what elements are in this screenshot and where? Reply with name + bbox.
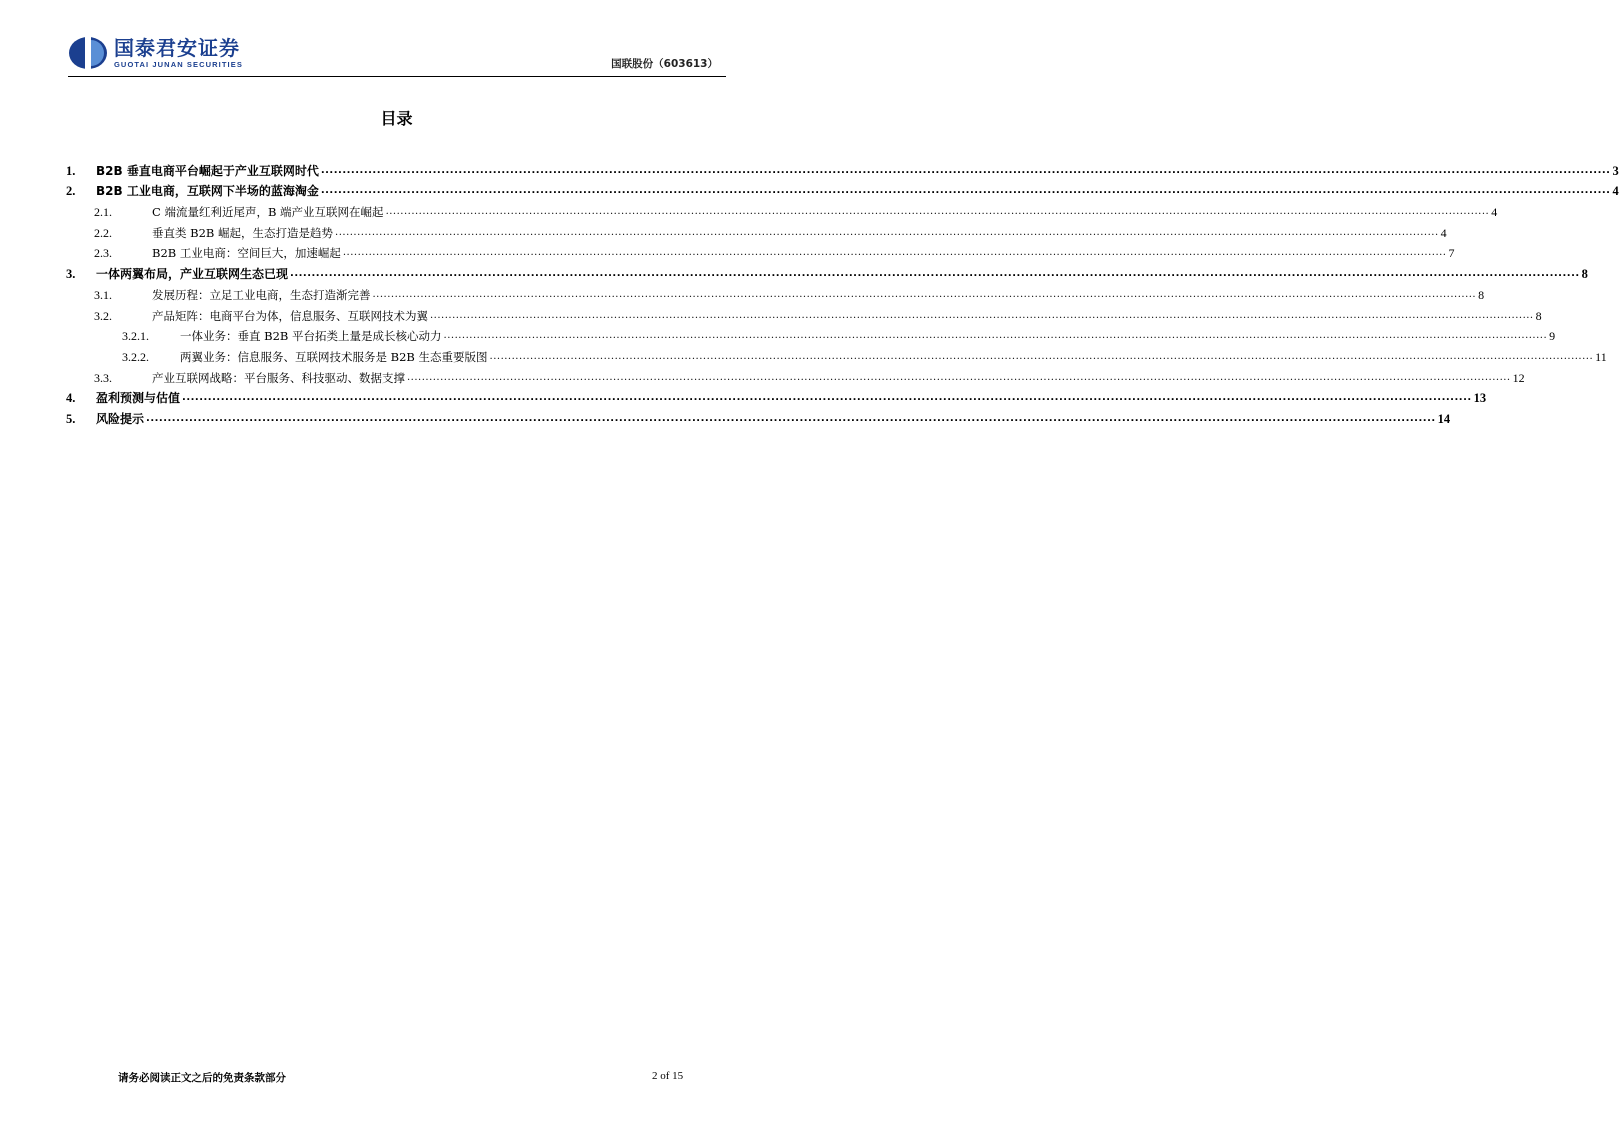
toc-entry-page: 8: [1478, 287, 1485, 302]
toc-entry-label: 一体业务：垂直 B2B 平台拓类上量是成长核心动力: [180, 329, 442, 344]
toc-entry-number: 2.2.: [94, 225, 112, 240]
toc-leader-dots: ............................................................................................................................................................................................................................................................................................................: [443, 330, 1548, 342]
guotai-junan-logo-icon: [68, 36, 108, 70]
toc-entry-number: 5.: [66, 411, 76, 426]
toc-entry-number: 3.1.: [94, 287, 112, 302]
toc-entry-label: 发展历程：立足工业电商，生态打造渐完善: [152, 287, 371, 302]
toc-entry[interactable]: [66, 385, 1487, 406]
toc-entry-page: 4: [1612, 184, 1619, 199]
toc-entry[interactable]: [66, 364, 1525, 385]
toc-entry-number: 3.2.: [94, 308, 112, 323]
toc-leader-dots: ............................................................................................................................................................................................................................................................................................................: [342, 247, 1447, 259]
toc-entry-number: 3.3.: [94, 370, 112, 385]
toc-entry-page: 9: [1549, 329, 1556, 344]
toc-entry-number: 3.2.2.: [122, 349, 149, 364]
toc-entry[interactable]: [66, 178, 1619, 199]
toc-entry-page: 13: [1473, 391, 1487, 406]
toc-entry-page: 8: [1535, 308, 1542, 323]
toc-entry-number: 2.3.: [94, 246, 112, 261]
toc-entry-page: 7: [1448, 246, 1455, 261]
toc-entry-number: 2.: [66, 184, 76, 199]
toc-leader-dots: ............................................................................................................................................................................................................................................................................................................: [489, 350, 1594, 362]
toc-leader-dots: ............................................................................................................................................................................................................................................................................................................: [290, 268, 1580, 280]
toc-leader-dots: ............................................................................................................................................................................................................................................................................................................: [335, 226, 1439, 238]
toc-leader-dots: ............................................................................................................................................................................................................................................................................................................: [182, 392, 1472, 404]
toc-entry-label: 产业互联网战略：平台服务、科技驱动、数据支撑: [152, 370, 405, 385]
toc-entry-label: 风险提示: [96, 411, 145, 426]
toc-leader-dots: ............................................................................................................................................................................................................................................................................................................: [407, 371, 1511, 383]
toc-leader-dots: ............................................................................................................................................................................................................................................................................................................: [372, 288, 1477, 300]
company-name-cn: 国泰君安证券: [114, 35, 240, 60]
toc-entry-label: B2B 垂直电商平台崛起于产业互联网时代: [96, 163, 319, 178]
stock-label: 国联股份（603613）: [611, 58, 718, 70]
disclaimer-note: 请务必阅读正文之后的免责条款部分: [118, 1072, 286, 1084]
company-logo: [68, 36, 243, 70]
toc-entry-page: 11: [1595, 349, 1607, 364]
toc-entry[interactable]: [66, 405, 1451, 426]
header-divider: [68, 76, 726, 77]
toc-leader-dots: ............................................................................................................................................................................................................................................................................................................: [385, 206, 1490, 218]
toc-leader-dots: ............................................................................................................................................................................................................................................................................................................: [146, 412, 1436, 424]
toc-entry-label: 两翼业务：信息服务、互联网技术服务是 B2B 生态重要版图: [180, 349, 488, 364]
toc-entry-page: 4: [1491, 205, 1498, 220]
toc-entry-label: B2B 工业电商，互联网下半场的蓝海淘金: [96, 184, 319, 199]
toc-entry[interactable]: [66, 323, 1556, 344]
toc-entry[interactable]: [66, 343, 1607, 364]
page-indicator: 2 of 15: [652, 1070, 684, 1082]
toc-entry-label: C 端流量红利近尾声，B 端产业互联网在崛起: [152, 205, 384, 220]
toc-entry-label: 垂直类 B2B 崛起，生态打造是趋势: [152, 225, 334, 240]
toc-entry-page: 4: [1440, 225, 1447, 240]
toc-entry-number: 3.2.1.: [122, 329, 149, 344]
toc-leader-dots: ............................................................................................................................................................................................................................................................................................................: [320, 164, 1611, 176]
toc-entry-number: 4.: [66, 391, 76, 406]
company-name-en: GUOTAI JUNAN SECURITIES: [114, 59, 243, 69]
toc-entry[interactable]: [66, 260, 1588, 282]
toc-entry[interactable]: [66, 157, 1619, 178]
toc-entry-page: 14: [1437, 411, 1451, 426]
toc-entry-page: 12: [1512, 370, 1525, 385]
toc-entry[interactable]: [66, 281, 1485, 302]
toc-entry[interactable]: [66, 302, 1542, 323]
toc-entry[interactable]: [66, 198, 1498, 220]
toc-entry-number: 3.: [66, 267, 76, 282]
toc-leader-dots: ............................................................................................................................................................................................................................................................................................................: [430, 309, 1534, 321]
toc-entry-number: 1.: [66, 163, 76, 178]
toc-entry-label: B2B 工业电商：空间巨大，加速崛起: [152, 246, 341, 261]
toc-entry[interactable]: [66, 240, 1455, 261]
toc-entry-label: 盈利预测与估值: [96, 391, 181, 406]
toc-leader-dots: ............................................................................................................................................................................................................................................................................................................: [320, 185, 1611, 197]
toc-entry-number: 2.1.: [94, 205, 112, 220]
toc-entry-page: 8: [1581, 267, 1588, 282]
table-of-contents: [66, 157, 1619, 426]
toc-entry-label: 一体两翼布局，产业互联网生态已现: [96, 267, 289, 282]
toc-title: 目录: [380, 109, 413, 128]
page-header: [68, 34, 726, 76]
toc-entry[interactable]: [66, 219, 1447, 240]
toc-entry-page: 3: [1612, 163, 1619, 178]
toc-entry-label: 产品矩阵：电商平台为体，信息服务、互联网技术为翼: [152, 308, 428, 323]
